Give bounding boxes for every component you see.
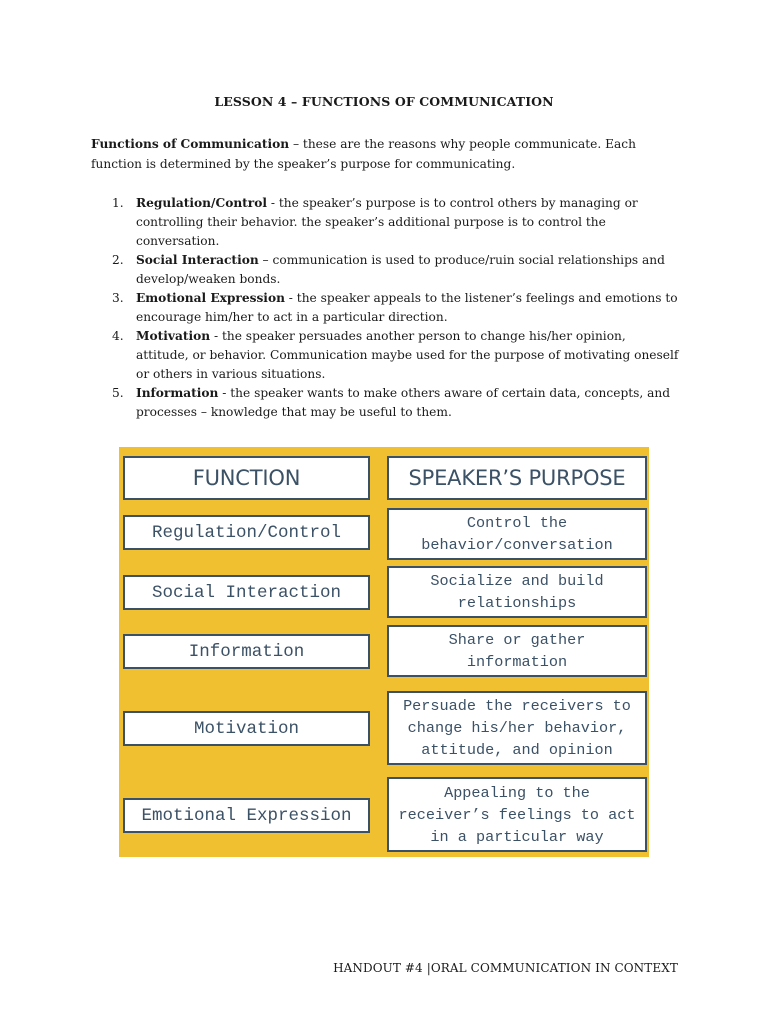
list-item-term: Social Interaction: [136, 253, 259, 267]
list-item-number: 3.: [112, 291, 124, 305]
list-item: [91, 194, 681, 251]
list-item-number: 4.: [112, 329, 124, 343]
list-item: [91, 251, 681, 289]
list-item-term: Emotional Expression: [136, 291, 285, 305]
purpose-column-header: SPEAKER’S PURPOSE: [387, 456, 647, 500]
function-purpose-table: [119, 447, 649, 857]
list-item: [91, 327, 681, 384]
table-function-cell: Emotional Expression: [123, 798, 370, 833]
list-item-text: - the speaker appeals to the listener’s feelings and emotions to encourage him/her to act in a particular direction.: [136, 291, 678, 324]
table-purpose-cell: Persuade the receivers to change his/her behavior, attitude, and opinion: [387, 691, 647, 765]
list-item-number: 5.: [112, 386, 124, 400]
list-item-term: Information: [136, 386, 219, 400]
intro-text: – these are the reasons why people communicate. Each function is determined by the speaker’s purpose for communicating.: [91, 137, 636, 171]
intro-paragraph: [91, 135, 681, 174]
list-item-number: 1.: [112, 196, 124, 210]
list-item-text: – communication is used to produce/ruin social relationships and develop/weaken bonds.: [136, 253, 665, 286]
list-item-text: - the speaker’s purpose is to control others by managing or controlling their behavior. the speaker’s additional purpose is to control the conversation.: [136, 196, 638, 248]
table-purpose-cell: Share or gather information: [387, 625, 647, 677]
intro-term: Functions of Communication: [91, 137, 290, 151]
list-item-number: 2.: [112, 253, 124, 267]
list-item-text: - the speaker wants to make others aware of certain data, concepts, and processes – knowledge that may be useful to them.: [136, 386, 671, 419]
list-item: [91, 384, 681, 422]
table-purpose-cell: Socialize and build relationships: [387, 566, 647, 618]
list-item-text: - the speaker persuades another person to change his/her opinion, attitude, or behavior. Communication maybe used for the purpose of motivating oneself or others in various situations.: [136, 329, 679, 381]
list-item: [91, 289, 681, 327]
page-footer: HANDOUT #4 |ORAL COMMUNICATION IN CONTEXT: [333, 961, 678, 975]
lesson-title: LESSON 4 – FUNCTIONS OF COMMUNICATION: [214, 94, 554, 109]
list-item-term: Motivation: [136, 329, 211, 343]
table-function-cell: Motivation: [123, 711, 370, 746]
table-purpose-cell: Control the behavior/conversation: [387, 508, 647, 560]
table-purpose-cell: Appealing to the receiver’s feelings to act in a particular way: [387, 777, 647, 852]
table-function-cell: Information: [123, 634, 370, 669]
table-function-cell: Regulation/Control: [123, 515, 370, 550]
list-item-term: Regulation/Control: [136, 196, 267, 210]
function-column-header: FUNCTION: [123, 456, 370, 500]
functions-list: [91, 194, 681, 422]
table-function-cell: Social Interaction: [123, 575, 370, 610]
